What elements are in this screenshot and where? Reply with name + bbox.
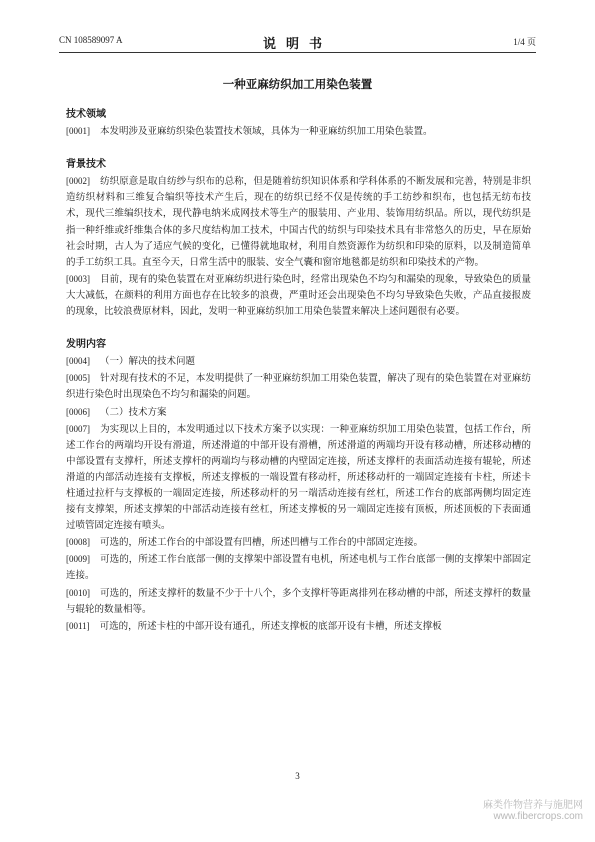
paragraph [66,618,531,635]
paragraph-text: 可选的，所述卡柱的中部开设有通孔，所述支撑板的底部开设有卡槽，所述支撑板 [99,620,442,632]
section-spacer [66,140,531,157]
paragraph [66,370,531,403]
paragraph-number: [0010] [66,587,90,598]
paragraph [66,551,531,584]
paragraph-number: [0006] [66,406,90,417]
paragraph-text: （二）技术方案 [100,406,167,418]
page-header [59,33,536,52]
document-title: 一种亚麻纺织加工用染色装置 [222,77,373,91]
section-heading: 背景技术 [66,159,106,171]
paragraph-text: 纺织原意是取自纺纱与织布的总称，但是随着纺织知识体系和学科体系的不断发展和完善，特别是非织造纺织材料和三维复合编织等技术产生后，现在的纺织已经不仅是传统的手工纺纱和织布，也包括无纺布技术，现代三维编织技术，现代静电纳米成网技术等生产的服装用、产业用、装饰用纺织品。所以，现代纺织是指一种纤维或纤维集合体的多尺度结构加工技术，中国古代的纺织与印染技术具有非常悠久的历史，早在原始社会时期，古人为了适应气候的变化，已懂得就地取材，利用自然资源作为纺织和印染的原料，以及制造简单的手工纺织工具。直至今天，日常生活中的服装、安全气囊和窗帘地毯都是纺织和印染技术的产物。 [66,176,531,268]
paragraph-number: [0011] [66,620,90,631]
paragraph-number: [0009] [66,554,90,565]
section-heading: 发明内容 [66,339,106,351]
paragraph-number: [0002] [66,176,90,187]
site-watermark [483,796,583,822]
patent-number: CN 108589097 A [59,35,123,45]
paragraph-text: 可选的，所述支撑杆的数量不少于十八个，多个支撑杆等距离排列在移动槽的中部，所述支撑杆的数量与辊轮的数量相等。 [66,587,531,615]
section-spacer [66,320,531,337]
section-heading: 技术领域 [66,109,106,120]
page-indicator: 1/4 页 [513,37,536,47]
header-divider [59,52,536,53]
paragraph-text: 可选的，所述工作台底部一侧的支撑架中部设置有电机，所述电机与工作台底部一侧的支撑架中部固定连接。 [66,554,531,582]
document-type-label: 说明书 [262,37,332,52]
paragraph-number: [0007] [66,423,90,434]
paragraph-text: （一）解决的技术问题 [100,356,196,368]
paragraph-number: [0004] [66,356,90,367]
paragraph-text: 为实现以上目的，本发明通过以下技术方案予以实现：一种亚麻纺织加工用染色装置，包括工作台，所述工作台的两端均开设有滑道，所述滑道的中部开设有滑槽，所述滑道的两端均开设有移动槽，所述移动槽的中部设置有支撑杆，所述支撑杆的两端均与移动槽的内壁固定连接，所述支撑杆的表面活动连接有辊轮，所述滑道的内部活动连接有支撑板，所述支撑板的一端设置有移动杆，所述移动杆的一端固定连接有卡柱，所述卡柱通过拉杆与支撑板的一端固定连接，所述移动杆的另一端活动连接有丝杠，所述工作台的底部两侧均固定连接有支撑架，所述支撑架的中部活动连接有丝杠，所述支撑板的另一端固定连接有顶板，所述顶板的下表面通过喷管固定连接有喷头。 [66,423,531,532]
paragraph-text: 可选的，所述工作台的中部设置有凹槽，所述凹槽与工作台的中部固定连接。 [100,537,424,549]
paragraph [66,353,531,370]
paragraph [66,123,531,140]
paragraph [66,271,531,320]
paragraph-text: 目前，现有的染色装置在对亚麻纺织进行染色时，经常出现染色不均匀和漏染的现象，导致染色的质量大大减低，在颜料的利用方面也存在比较多的浪费，严重时还会出现染色不均匀导致染色失败，产品直接报废的现象，比较浪费原材料，因此，发明一种亚麻纺织加工用染色装置来解决上述问题很有必要。 [66,273,531,318]
paragraph [66,421,531,535]
paragraph-number: [0008] [66,537,90,548]
paragraph [66,534,531,551]
paragraph-number: [0005] [66,373,90,384]
paragraph-number: [0003] [66,273,90,284]
document-body [66,107,531,635]
paragraph-text: 针对现有技术的不足，本发明提供了一种亚麻纺织加工用染色装置，解决了现有的染色装置在对亚麻纺织进行染色时出现染色不均匀和漏染的问题。 [66,373,531,401]
paragraph [66,173,531,271]
watermark-site-name: 麻类作物营养与施肥网 [483,800,583,811]
paragraph [66,585,531,618]
paragraph [66,404,531,421]
page-number: 3 [295,771,300,781]
watermark-url: www.fibercrops.com [493,811,583,822]
paragraph-text: 本发明涉及亚麻纺织染色装置技术领域，具体为一种亚麻纺织加工用染色装置。 [100,126,433,138]
paragraph-number: [0001] [66,126,90,137]
